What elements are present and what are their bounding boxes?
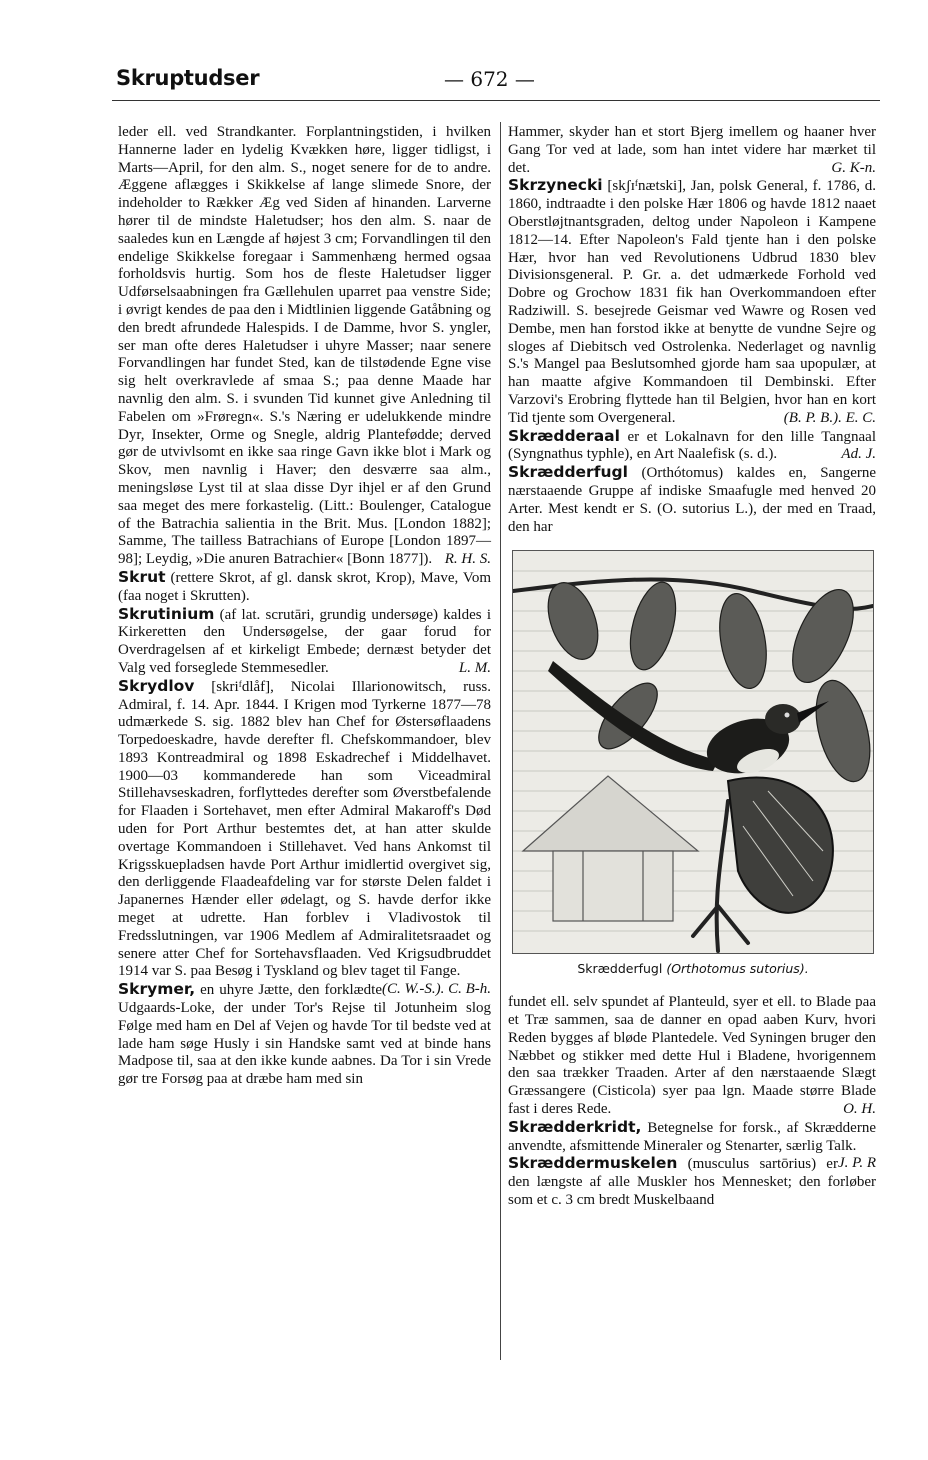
entry-skraedderfugl-continued [508, 994, 876, 1119]
headword: Skrædderkridt, [508, 1117, 642, 1136]
entry-skraedderfugl [508, 464, 876, 536]
headword: Skrymer, [118, 980, 196, 999]
entry-text: (Orthótomus) kaldes en, Sangerne nærstaaende Gruppe af indiske Smaafugle med henved 20 Arter. Mest kendt er S. (O. sutorius L.), der med en Traad, den har [508, 465, 877, 535]
entry-text: (rettere Skrot, af gl. dansk skrot, Krop), Mave, Vom (faa noget i Skrutten). [118, 569, 492, 604]
headword: Skræddermuskelen [508, 1154, 678, 1173]
headword: Skrædderaal [508, 426, 620, 445]
entry-text: (af lat. scrutāri, grundig undersøge) kaldes i Kirkeretten den Undersøgelse, der gaar forud for Overdragelsen af et kirkeligt Embede; dernæst betyder det Valg ved forseglede Stemmesedler. [118, 606, 492, 676]
entry-text: (musculus sartōrius) er den længste af alle Muskler hos Mennesket; den forløber som et c. 3 cm bredt Muskelbaand [508, 1156, 876, 1208]
entry-text: [skʃɪᶠnætski], Jan, polsk General, f. 1786, d. 1860, indtraadte i den polske Hær 1806 og havde 1812 naaet Oberstløjtnantsgraden, deltog under Napoleon i Kampene 1812—14. Efter Napoleon's Fald tjente han i den polske Hær, hvor han ved Revolutionens Udbrud 1830 blev Divisionsgeneral. P. Gr. a. det udmærkede Forhold ved Dobre og Grochow 1831 fik han Overkommandoen efter Radziwill. S. besejrede Geismar ved Wawre og Rosen ved Dembe, men han forstod ikke at benytte de vundne Sejre og sloges af Diebitsch ved Ostrolenka. Nederlaget og navnlig S.'s Mangel paa Beslutsomhed gjorde ham saa upopulær, at han maatte afgive Kommandoen til Dembinski. Efter Varzovi's Erobring flyttede han til Belgien, hvor han en kort Tid tjente som Overgeneral. [508, 178, 877, 426]
figure-caption [512, 960, 874, 978]
headword: Skrædderfugl [508, 463, 628, 482]
entry-signature: Ad. J. [841, 446, 876, 463]
page-number: — 672 — [444, 67, 535, 91]
entry-signature: O. H. [843, 1100, 876, 1117]
entry-signature: L. M. [458, 659, 491, 676]
entry-text: er et Lokalnavn for den lille Tangnaal (Syngnathus typhle), en Art Naalefisk (s. d.). [508, 428, 876, 463]
headword: Skrzynecki [508, 176, 603, 195]
entry-text: leder ell. ved Strandkanter. Forplantningstiden, i hvilken Hannerne lader en lydelig Kvækken høre, ligger tidligst, i Marts—April, for den alm. S., noget senere for de to andre. Æggene aflægges i Skikkelse af lange slimede Snore, der indeholder to Rækker Æg ved Siden af hinanden. Larverne hører til de mindste Haletudser; hos den alm. S. naar de saaledes kun en Længde af højest 3 cm; Forvandlingen til den endelige Skikkelse foregaar i Sammenhæng hermed ogsaa forholdsvis hurtig. Som hos de fleste Haletudser ligger Udførselsaabningen fra Gællehulen uparret paa venstre Side; i øvrigt kendes de paa den i Midtlinien liggende Gatåbning og den bredt afrundede Halespids. I de Damme, hvor S. yngler, ser man ofte deres Haletudser i uhyre Masser; naar senere Forvandlingen har fundet Sted, kan de tilstødende Egne vise sig helt overkravlede af smaa S.; paa denne Maade har navnlig den alm. S. i svunden Tid kunnet give Anledning til Fabelen om »Frøregn«. S.'s Næring er udelukkende mindre Dyr, Insekter, Orme og Snegle, aldrig Plantefødde; derved gør de utvivlsomt en ikke saa ringe Gavn ikke blot i Mark og Skov, men navnlig i Haver; den desværre saa alm., meningsløse Lyst til at slaa disse Dyr ihjel er af den Grund saa meget des mere forkastelig. (Litt.: Boulenger, Catalogue of the Batrachia salientia in the Brit. Mus. [London 1882]; Samme, The tailless Batrachians of Europe [London 1897—98]; Leydig, »Die anuren Batrachier« [Bonn 1877]). [118, 124, 491, 568]
tailorbird-engraving [513, 551, 873, 953]
entry-text: en uhyre Jætte, den forklædte Udgaards-Loke, der under Tor's Rejse til Jotunheim slog Følge med ham en Del af Vejen og havde Tor til bedste ved at lade ham søge Husly i sin Handske samt ved at binde hans Madpose til, saa at den ikke kunde aabnes. Da Tor i sin Vrede gør tre Forsøg paa at dræbe ham med sin [118, 982, 491, 1088]
header-rule [112, 100, 880, 101]
right-column [508, 124, 876, 1210]
headword: Skrut [118, 567, 166, 586]
entry-text: Betegnelse for forsk., af Skrædderne anvendte, afsmittende Mineraler og Stenarter, særlig Talk. [508, 1119, 876, 1154]
figure-tailorbird [512, 550, 874, 978]
tailorbird-illustration [512, 550, 874, 954]
left-column [118, 124, 491, 1089]
entry-skrzynecki [508, 177, 876, 427]
entry-signature: (B. P. B.). E. C. [783, 409, 876, 426]
column-divider [500, 122, 501, 1360]
entry-skrymer-continued [508, 124, 876, 177]
entry-skrut [118, 569, 491, 606]
entry-text: [skriᶠdlåf], Nicolai Illarionowitsch, russ. Admiral, f. 14. Apr. 1844. I Krigen mod Tyrkerne 1877—78 udmærkede S. sig. 1882 blev han Chef for Østersøflaadens Torpedoeskadre, havde derefter fl. Chefskommandoer, blev 1893 Kontreadmiral og 1898 Eskadrechef i Middelhavet. 1900—03 kommanderede han som Viceadmiral Stillehavseskadren, forflyttedes derefter som Øverstbefalende for Flaaden i Sortehavet, men efter Admiral Makaroff's Død uden for Port Arthur bestemtes det, at han atter skulde overtage Kommandoen i Stillehavet. Ved hans Ankomst til Krigsskuepladsen havde Port Arthur imidlertid overgivet sig, den derliggende Flaadeafdeling var for største Delen faldet i Japanernes Hænder eller ødelagt, og S. havde derfor ikke meget at udrette. Han forblev i Vladivostok til Fredsslutningen, var 1906 Medlem af Admiralitetsraadet og senere atter Chef for Sortehavsflaaden. Ved Krigsudbruddet 1914 var S. paa Besøg i Tyskland og blev taget til Fange. [118, 678, 492, 980]
entry-text: fundet ell. selv spundet af Planteuld, syer et ell. to Blade paa et Træ sammen, saa de danner en opad aaben Kurv, hvori Reden bygges af bløde Plantedele. Ved Syningen bruger den Næbbet og stikker med dette Hul i Bladene, hvorigennem den saa trækker Traaden. Arter af den nærstaaende Slægt Græssangere (Cisticola) syer paa lgn. Maade større Blade fast i deres Rede. [508, 994, 876, 1117]
caption-prefix: Skrædderfugl [577, 961, 663, 977]
entry-skrutinium [118, 606, 491, 678]
page-header [116, 64, 876, 96]
headword: Skrydlov [118, 676, 195, 695]
headword: Skrutinium [118, 604, 215, 623]
caption-italic: (Orthotomus sutorius). [666, 961, 809, 977]
entry-signature: J. P. R [837, 1155, 876, 1172]
entry-skruptudser-continued [118, 124, 491, 569]
entry-signature: R. H. S. [444, 551, 491, 568]
entry-text: Hammer, skyder han et stort Bjerg imellem og haaner hver Gang Tor ved at lade, som han intet videre har mærket til det. [508, 124, 876, 176]
entry-skraedderaal [508, 428, 876, 465]
entry-skraeddermuskelen [508, 1155, 876, 1209]
entry-signature: G. K-n. [831, 159, 876, 176]
running-head: Skruptudser [116, 66, 260, 90]
entry-signature: (C. W.-S.). C. B-h. [381, 981, 491, 998]
